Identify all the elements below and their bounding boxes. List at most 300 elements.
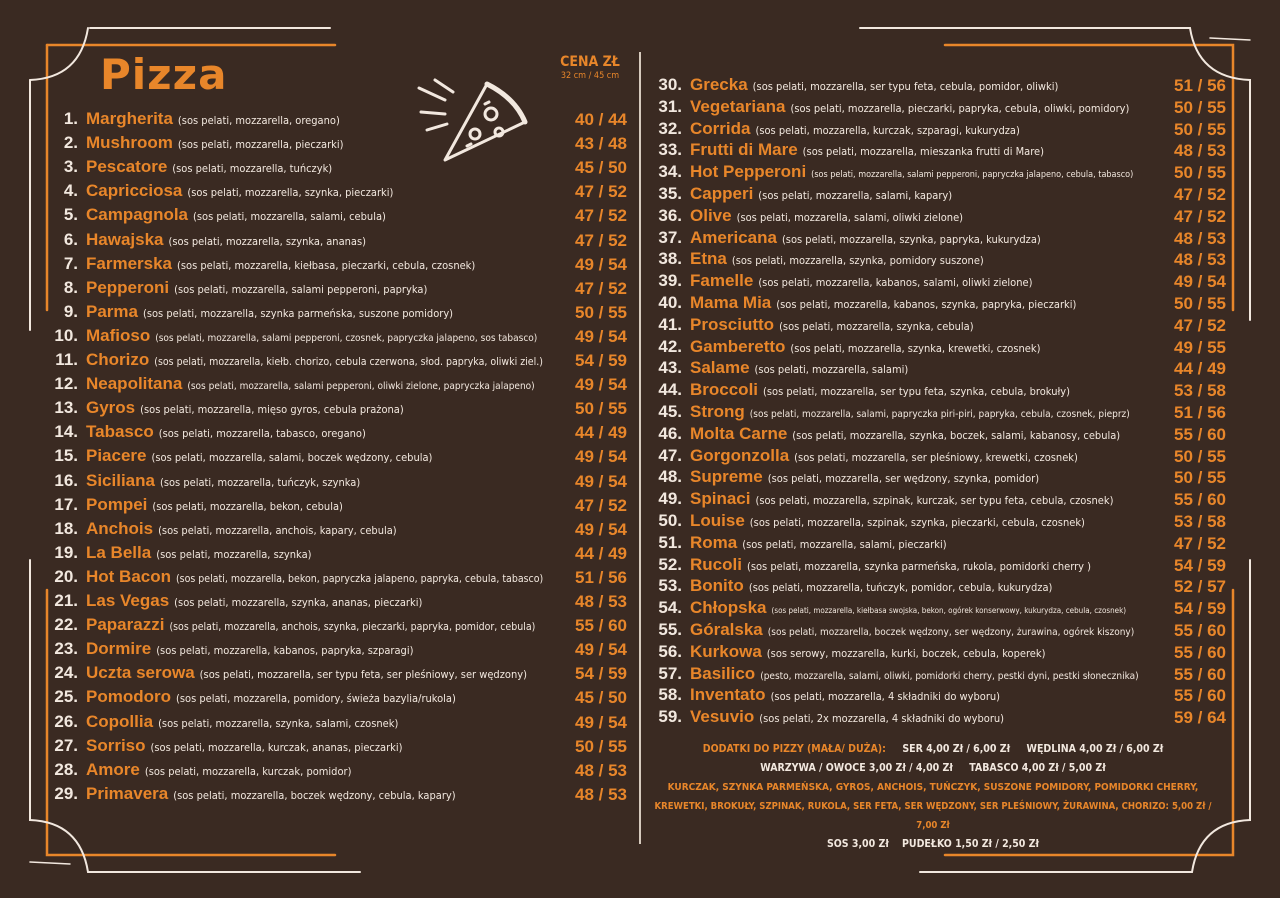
menu-item-name: Bonito [690,576,744,596]
menu-item [50,374,535,398]
menu-item-number: 21. [54,591,78,610]
menu-item [50,543,312,567]
menu-item-number: 24. [54,663,78,683]
menu-item [50,663,527,687]
menu-item-price: 47 / 52 [575,278,627,298]
menu-item-ingredients: (sos pelati, mozzarella, salami, cebula) [193,210,386,224]
menu-item-price: 55 / 60 [1174,642,1226,662]
menu-item-name: Mafioso [86,325,151,345]
menu-item-price: 44 / 49 [1174,359,1226,379]
menu-item-number: 39. [658,271,682,291]
menu-item-ingredients: (sos pelati, mozzarella, kurczak, pomidor) [144,764,352,778]
menu-item [50,736,403,760]
menu-item [644,598,1126,622]
menu-item-name: Salame [690,358,750,378]
menu-item-ingredients: (sos pelati, mozzarella, anchois, kapary, cebula) [158,523,397,537]
menu-item-number: 29. [54,783,78,803]
menu-item-price: 50 / 55 [575,302,627,322]
menu-item-ingredients: (sos pelati, mozzarella, salami pepperoni, papryczka jalapeno, cebula, tabasco) [811,170,1134,181]
menu-item-price: 47 / 52 [1174,206,1226,226]
menu-item [644,685,1000,709]
menu-item-ingredients: (sos pelati, mozzarella, pomidory, świeża bazylia/rukola) [176,692,456,706]
menu-item-ingredients: (sos pelati, mozzarella, szynka parmeńska, suszone pomidory) [142,306,454,320]
menu-item-price: 43 / 48 [575,134,627,154]
menu-item-name: Copollia [86,711,154,731]
menu-item-name: Capricciosa [86,181,183,201]
menu-item [644,533,947,557]
menu-item [644,467,1039,491]
menu-item-price: 47 / 52 [575,230,627,250]
menu-item-price: 49 / 54 [575,471,627,491]
menu-item-ingredients: (sos pelati, mozzarella, boczek wędzony, cebula, kapary) [173,788,456,802]
menu-item [644,75,1058,99]
menu-item-price: 50 / 55 [1174,163,1226,183]
menu-item-ingredients: (sos pelati, mozzarella, kabanos, papryka, szparagi) [156,644,414,658]
menu-item-name: Primavera [86,783,169,803]
menu-item-price: 50 / 55 [1174,468,1226,488]
menu-item-price: 49 / 54 [575,519,627,539]
menu-item [50,784,456,808]
menu-item-number: 4. [63,181,78,201]
menu-item-name: Chorizo [86,350,150,369]
menu-item-number: 32. [658,118,682,138]
menu-item-price: 50 / 55 [1174,97,1226,117]
menu-item-ingredients: (sos pelati, mozzarella, salami, pieczarki) [742,537,947,551]
menu-item-price: 50 / 55 [1174,446,1226,466]
menu-item-ingredients: (sos pelati, mozzarella, pieczarki) [177,138,344,152]
menu-item-ingredients: (sos pelati, mozzarella, szynka parmeńska, rukola, pomidorki cherry ) [746,559,1092,573]
menu-item [644,664,1139,688]
menu-item-name: Olive [690,205,732,225]
menu-item-price: 44 / 49 [575,423,627,443]
menu-item-ingredients: (sos pelati, mozzarella, salami pepperoni, oliwki zielone, papryczka jalapeno) [187,381,535,393]
menu-item-number: 5. [63,205,78,225]
menu-item [50,446,432,470]
menu-item-name: Supreme [690,467,763,487]
menu-item [644,424,1120,448]
menu-item-name: Mushroom [86,133,173,153]
menu-item [644,271,1032,295]
menu-item-number: 18. [54,518,78,538]
menu-item-name: Paparazzi [86,615,165,635]
menu-item-price: 48 / 53 [575,760,627,780]
menu-item-ingredients: (sos pelati, mozzarella, salami, kapary) [758,189,953,202]
menu-item-name: Hot Bacon [86,566,171,586]
menu-item-price: 47 / 52 [1174,315,1226,335]
menu-item-price: 49 / 54 [1174,272,1226,292]
extras-wedlina: WĘDLINA 4,00 Zł / 6,00 Zł [1026,743,1164,755]
menu-item-ingredients: (sos pelati, mozzarella, salami) [754,363,909,377]
menu-item-ingredients: (sos pelati, mozzarella, kiełb. chorizo, cebula czerwona, słod. papryka, oliwki ziel.) [154,356,543,368]
extras-pudelko: PUDEŁKO 1,50 Zł / 2,50 Zł [901,838,1040,850]
menu-item-name: Gyros [86,398,136,418]
menu-item-price: 50 / 55 [1174,119,1226,139]
menu-item-ingredients: (sos pelati, mozzarella, szynka, boczek, salami, kabanosy, cebula) [792,428,1121,442]
menu-item-price: 47 / 52 [575,495,627,515]
extras-warzywa: WARZYWA / OWOCE 3,00 Zł / 4,00 Zł [760,762,953,774]
menu-item-name: Mama Mia [690,293,772,312]
menu-item-number: 53. [658,576,682,596]
extras-sos: SOS 3,00 Zł [826,838,889,850]
menu-item-name: Grecka [690,75,748,94]
menu-item-name: Pepperoni [86,277,170,297]
menu-item-name: Broccoli [690,380,759,400]
menu-item-name: Spinaci [690,489,751,509]
menu-item [644,315,974,339]
menu-item-ingredients: (sos pelati, mozzarella, 4 składniki do wyboru) [770,690,1001,704]
menu-item-price: 45 / 50 [575,688,627,708]
menu-item-price: 48 / 53 [1174,228,1226,248]
menu-item-number: 16. [54,470,78,490]
menu-item-number: 43. [658,358,682,378]
menu-item-price: 49 / 54 [575,326,627,346]
menu-item-price: 51 / 56 [575,567,627,587]
menu-item [644,555,1091,579]
menu-item-ingredients: (sos pelati, mozzarella, szynka, krewetki, czosnek) [790,341,1041,355]
menu-item-number: 12. [54,374,78,394]
menu-item-price: 48 / 53 [1174,250,1226,270]
menu-item [644,380,1070,404]
menu-item-name: Strong [690,402,745,421]
menu-item-ingredients: (sos serowy, mozzarella, kurki, boczek, cebula, koperek) [766,646,1046,660]
menu-item-number: 50. [658,511,682,530]
menu-item-name: Anchois [86,518,154,538]
menu-item-name: Rucoli [690,554,742,574]
menu-item-number: 25. [54,687,78,707]
menu-item [50,350,543,374]
menu-item [50,519,397,543]
menu-item-number: 42. [658,336,682,356]
menu-item-number: 47. [658,445,682,465]
menu-item-ingredients: (sos pelati, mozzarella, kiełbasa, pieczarki, cebula, czosnek) [177,258,476,272]
menu-item-number: 58. [658,685,682,705]
menu-item-ingredients: (sos pelati, mozzarella, anchois, szynka, pieczarki, papryka, pomidor, cebula) [169,621,536,634]
menu-item-price: 44 / 49 [575,543,627,563]
menu-item-number: 34. [658,162,682,182]
menu-item-name: Pomodoro [86,687,171,707]
menu-item-ingredients: (sos pelati, mozzarella, mięso gyros, cebula prażona) [140,403,404,417]
menu-item-number: 31. [658,96,682,116]
menu-item [644,511,1085,535]
menu-item-name: Uczta serowa [86,663,195,683]
menu-item-ingredients: (sos pelati, mozzarella, oregano) [177,114,340,127]
menu-item-name: Góralska [690,620,763,639]
menu-item-number: 17. [54,494,78,514]
menu-item-price: 55 / 60 [575,616,627,636]
menu-item-number: 22. [54,615,78,635]
menu-item-ingredients: (sos pelati, mozzarella, tuńczyk) [172,162,333,176]
menu-item-price: 45 / 50 [575,158,627,178]
menu-item [644,293,1076,317]
menu-item-ingredients: (sos pelati, mozzarella, kurczak, ananas, pieczarki) [150,740,403,754]
menu-item-ingredients: (sos pelati, mozzarella, tabasco, oregano) [158,427,366,441]
menu-item [50,712,398,736]
menu-item-ingredients: (sos pelati, mozzarella, tuńczyk, szynka) [159,475,361,489]
menu-item-ingredients: (pesto, mozzarella, salami, oliwki, pomidorki cherry, pestki dyni, pestki słonecznika) [760,670,1139,682]
menu-item-name: Chłopska [690,598,767,618]
menu-item [644,402,1130,426]
menu-item [50,278,427,302]
menu-item-price: 50 / 55 [1174,294,1226,313]
menu-item-name: Siciliana [86,470,155,490]
menu-item-name: Las Vegas [86,591,170,610]
menu-item-name: Inventato [690,685,766,705]
menu-item-number: 8. [63,277,78,297]
menu-item-ingredients: (sos pelati, mozzarella, ser typu feta, cebula, pomidor, oliwki) [752,80,1059,93]
menu-item-name: Sorriso [86,735,146,755]
menu-item-price: 53 / 58 [1174,512,1226,531]
menu-item [644,228,1041,252]
menu-item-price: 53 / 58 [1174,381,1226,401]
price-header-sizes: 32 cm / 45 cm [560,71,620,81]
menu-item-price: 49 / 54 [575,712,627,732]
menu-item-number: 7. [63,253,78,273]
menu-item-price: 55 / 60 [1174,490,1226,510]
menu-item-price: 52 / 57 [1174,577,1226,597]
menu-item-number: 20. [54,566,78,586]
menu-item-price: 47 / 52 [575,182,627,202]
menu-item-price: 54 / 59 [575,351,627,370]
menu-item [50,639,413,663]
menu-item-name: Basilico [690,663,756,683]
menu-item-number: 40. [658,293,682,312]
menu-item-name: Prosciutto [690,314,775,334]
page-title: Pizza [100,50,228,99]
menu-item-price: 51 / 56 [1174,403,1226,422]
menu-item [50,760,351,784]
menu-item-ingredients: (sos pelati, mozzarella, szynka, cebula) [779,319,974,333]
menu-item-name: Frutti di Mare [690,140,798,160]
menu-item-ingredients: (sos pelati, mozzarella, ser wędzony, szynka, pomidor) [767,472,1040,486]
menu-item-number: 52. [658,554,682,574]
menu-item-number: 55. [658,620,682,639]
menu-item [644,97,1129,121]
menu-item [50,495,343,519]
menu-item-number: 51. [658,532,682,552]
menu-item-number: 45. [658,402,682,421]
menu-item-number: 2. [63,133,78,153]
menu-item-price: 59 / 64 [1174,708,1226,728]
menu-item-ingredients: (sos pelati, mozzarella, kabanos, salami, oliwki zielone) [758,276,1033,290]
menu-item-number: 1. [63,109,78,128]
menu-item-name: Hot Pepperoni [690,162,807,182]
menu-item-name: La Bella [86,542,152,562]
menu-item-name: Americana [690,227,777,247]
extras-section [648,740,1218,854]
menu-item-number: 49. [658,489,682,509]
menu-item-number: 44. [658,380,682,400]
menu-item-ingredients: (sos pelati, mozzarella, szynka, ananas) [168,234,367,248]
menu-item-price: 47 / 52 [575,206,627,226]
menu-item [644,162,1133,186]
menu-item-price: 47 / 52 [1174,185,1226,204]
menu-item-number: 14. [54,422,78,442]
menu-item-ingredients: (sos pelati, mozzarella, szynka, ananas, pieczarki) [174,596,423,609]
menu-item-price: 50 / 55 [575,399,627,419]
menu-item [50,471,360,495]
menu-item-price: 48 / 53 [1174,141,1226,161]
menu-item-ingredients: (sos pelati, mozzarella, salami, papryczka piri-piri, papryka, cebula, czosnek, pieprz) [749,409,1130,420]
menu-item [50,591,422,615]
menu-item-ingredients: (sos pelati, mozzarella, salami, boczek wędzony, cebula) [151,451,433,465]
menu-item-name: Hawajska [86,229,164,249]
menu-item-ingredients: (sos pelati, mozzarella, bekon, papryczka jalapeno, papryka, cebula, tabasco) [176,572,544,585]
menu-item-ingredients: (sos pelati, mozzarella, szynka) [156,547,312,561]
menu-item [50,230,366,254]
menu-item-number: 36. [658,205,682,225]
menu-item-price: 48 / 53 [575,784,627,804]
menu-item [644,249,984,273]
menu-item-number: 26. [54,711,78,731]
menu-item-number: 28. [54,759,78,779]
menu-item-number: 59. [658,707,682,727]
menu-item-number: 33. [658,140,682,160]
menu-item-name: Molta Carne [690,423,788,443]
menu-column-right [644,75,1234,735]
menu-item-number: 27. [54,735,78,755]
menu-item-price: 55 / 60 [1174,424,1226,444]
menu-item-ingredients: (sos pelati, mozzarella, ser pleśniowy, krewetki, czosnek) [794,450,1078,464]
menu-item [644,620,1134,644]
menu-item-name: Margherita [86,109,173,128]
menu-item [50,302,453,326]
menu-item [644,184,952,208]
menu-item-price: 48 / 53 [575,592,627,611]
menu-item-price: 49 / 54 [575,375,627,395]
price-header [540,54,640,81]
menu-item-ingredients: (sos pelati, mozzarella, kiełbasa swojska, bekon, ogórek konserwowy, kukurydza, cebula, czosnek) [771,606,1127,616]
menu-item-price: 49 / 54 [575,254,627,274]
menu-item [644,337,1040,361]
menu-item-ingredients: (sos pelati, mozzarella, kurczak, szparagi, kukurydza) [755,123,1020,137]
menu-item [644,206,963,230]
menu-item-ingredients: (sos pelati, mozzarella, szynka, pomidory suszone) [731,254,984,268]
menu-item-name: Gamberetto [690,336,786,356]
extras-heading: DODATKI DO PIZZY (MAŁA/ DUŻA): [702,743,886,755]
menu-item-name: Louise [690,511,745,530]
menu-item-number: 11. [55,350,78,369]
menu-item-ingredients: (sos pelati, mozzarella, salami, oliwki zielone) [736,210,964,224]
menu-item-price: 54 / 59 [575,664,627,684]
menu-item-number: 46. [658,423,682,443]
menu-item-name: Farmerska [86,253,173,273]
menu-item-name: Famelle [690,271,754,291]
menu-item-ingredients: (sos pelati, mozzarella, salami pepperoni, papryka) [174,282,428,296]
menu-item-price: 55 / 60 [1174,664,1226,684]
extras-list-2: KREWETKI, BROKUŁY, SZPINAK, RUKOLA, SER FETA, SER WĘDZONY, SER PLEŚNIOWY, ŻURAWINA, CHORIZO: [654,801,1169,812]
menu-item-ingredients: (sos pelati, mozzarella, tuńczyk, pomidor, cebula, kukurydza) [748,581,1053,595]
menu-item-name: Vegetariana [690,96,786,116]
menu-item-name: Etna [690,249,727,269]
menu-item-ingredients: (sos pelati, mozzarella, pieczarki, papryka, cebula, oliwki, pomidory) [790,101,1130,115]
menu-item [644,576,1052,600]
menu-item-number: 48. [658,467,682,487]
menu-item [50,157,332,181]
menu-item-name: Vesuvio [690,707,755,727]
menu-item-number: 19. [54,542,78,562]
menu-item-name: Gorgonzolla [690,445,790,465]
menu-item [644,446,1078,470]
menu-item-number: 35. [658,184,682,203]
menu-item-price: 49 / 55 [1174,337,1226,357]
menu-item-price: 55 / 60 [1174,621,1226,640]
menu-item-number: 54. [658,598,682,618]
menu-item-ingredients: (sos pelati, mozzarella, mieszanka frutti di Mare) [802,145,1044,159]
menu-item-price: 40 / 44 [575,110,627,129]
menu-item [50,254,475,278]
menu-item [644,489,1113,513]
menu-item [644,119,1020,143]
extras-list-1: KURCZAK, SZYNKA PARMEŃSKA, GYROS, ANCHOIS, TUŃCZYK, SUSZONE POMIDORY, POMIDORKI CHERRY, [667,782,1199,793]
menu-item [50,109,340,133]
menu-item-name: Campagnola [86,205,189,225]
menu-item-name: Neapolitana [86,374,183,394]
menu-item-ingredients: (sos pelati, mozzarella, salami pepperoni, czosnek, papryczka jalapeno, sos tabasco) [155,332,538,344]
menu-item-number: 38. [658,249,682,269]
menu-item-price: 55 / 60 [1174,686,1226,706]
menu-item [50,181,393,205]
menu-item [50,567,543,591]
menu-item-price: 54 / 59 [1174,599,1226,619]
menu-item-price: 50 / 55 [575,736,627,756]
menu-item-number: 56. [658,641,682,661]
menu-item-number: 3. [63,157,78,177]
menu-item-name: Corrida [690,118,751,138]
menu-item-number: 10. [54,325,78,345]
menu-item-number: 30. [658,75,682,94]
menu-item-number: 23. [54,639,78,659]
menu-item-name: Dormire [86,639,152,659]
menu-item-ingredients: (sos pelati, mozzarella, szynka, pieczarki) [187,186,394,200]
menu-item-ingredients: (sos pelati, mozzarella, szynka, salami, czosnek) [158,716,399,730]
menu-item [50,398,404,422]
menu-item-name: Capperi [690,184,754,203]
menu-item-price: 49 / 54 [575,640,627,660]
menu-item-name: Amore [86,759,140,779]
menu-item-name: Kurkowa [690,641,762,661]
menu-item-number: 15. [54,446,78,466]
extras-list-2-price: 5,00 Zł / 7,00 Zł [916,801,1212,831]
menu-item [50,687,456,711]
menu-item-ingredients: (sos pelati, mozzarella, ser typu feta, ser pleśniowy, ser wędzony) [199,668,527,682]
menu-item-number: 9. [63,301,78,321]
menu-item-ingredients: (sos pelati, mozzarella, bekon, cebula) [152,499,343,513]
menu-item-name: Pompei [86,494,148,514]
menu-item [50,615,535,639]
menu-item [50,326,537,350]
menu-column-left [50,109,640,829]
menu-item-ingredients: (sos pelati, mozzarella, szynka, papryka, kukurydza) [781,232,1041,246]
menu-item-number: 41. [658,314,682,334]
menu-item-number: 13. [54,398,78,418]
menu-item [50,422,366,446]
menu-item-price: 47 / 52 [1174,533,1226,553]
menu-item-name: Tabasco [86,422,154,442]
menu-item [644,707,1004,731]
menu-item-name: Pescatore [86,157,168,177]
menu-item-number: 57. [658,663,682,683]
menu-item-ingredients: (sos pelati, mozzarella, szpinak, kurczak, ser typu feta, cebula, czosnek) [755,494,1114,508]
menu-item [644,358,908,382]
menu-item-ingredients: (sos pelati, 2x mozzarella, 4 składniki do wyboru) [759,712,1005,726]
menu-item-price: 54 / 59 [1174,555,1226,575]
menu-item-ingredients: (sos pelati, mozzarella, boczek wędzony, ser wędzony, żurawina, ogórek kiszony) [767,627,1135,638]
menu-item-price: 51 / 56 [1174,76,1226,95]
menu-item [50,205,386,229]
menu-item-price: 49 / 54 [575,447,627,467]
menu-item-name: Roma [690,532,738,552]
menu-item-ingredients: (sos pelati, mozzarella, szpinak, szynka, pieczarki, cebula, czosnek) [749,516,1085,529]
